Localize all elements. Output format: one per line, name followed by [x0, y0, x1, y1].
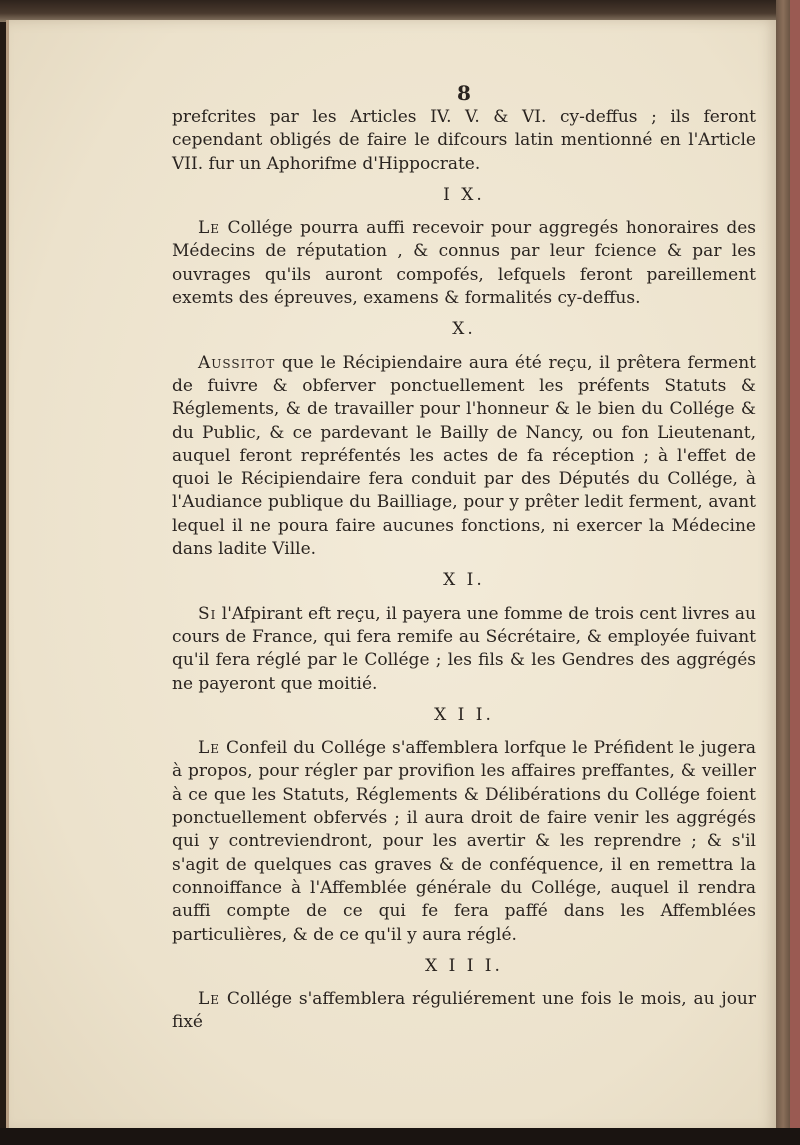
- paragraph-text: Collége s'affemblera réguliérement une fois le mois, au jour fixé: [172, 989, 756, 1033]
- article-heading: X I.: [443, 570, 485, 591]
- paragraph: [172, 988, 756, 1035]
- paragraph-text: prefcrites par les Articles IV. V. & VI. cy-deffus ; ils feront cependant obligés de faire le difcours latin mentionné en l'Article VII. fur un Aphorifme d'Hippocrate.: [172, 107, 756, 174]
- text-blocks: [172, 106, 756, 1035]
- paragraph: [172, 352, 756, 562]
- article-heading: X I I.: [434, 704, 494, 725]
- book-bottom-edge: [0, 1128, 800, 1145]
- article-heading: X I I I.: [425, 955, 503, 976]
- article-heading: I X.: [443, 184, 485, 205]
- paragraph-text: Confeil du Collége s'affemblera lorfque le Préfident le jugera à propos, pour régler par provifion les affaires preffantes, & veiller à ce que les Statuts, Réglements & Délibérations du Collége foient ponctuellement obfervés ; il aura droit de faire venir les aggrégés qui y contreviendront, pour les avertir & les reprendre ; & s'il s'agit de quelques cas graves & de conféquence, il en remettra la connoiffance à l'Affemblée générale du Collége, auquel il rendra auffi compte de ce qui fe fera paffé dans les Affemblées particulières, & de ce qu'il y aura réglé.: [172, 738, 756, 945]
- book-cover-edge: [790, 0, 800, 1145]
- paragraph-text: Collége pourra auffi recevoir pour aggregés honoraires des Médecins de réputation , & connus par leur fcience & par les ouvrages qu'ils auront compofés, lefquels feront pareillement exemts des épreuves, examens & formalités cy-deffus.: [172, 218, 756, 309]
- paragraph-lead-word: Aussitot: [198, 352, 276, 373]
- paragraph-text: que le Récipiendaire aura été reçu, il prêtera ferment de fuivre & obferver ponctuellement les préfents Statuts & Réglements, & de travailler pour l'honneur & le bien du Collége & du Public, & ce pardevant le Bailly de Nancy, ou fon Lieutenant, auquel feront repréfentés les actes de fa réception ; à l'effet de quoi le Récipiendaire fera conduit par des Députés du Collége, à l'Audiance publique du Bailliage, pour y prêter ledit ferment, avant lequel il ne poura faire aucunes fonctions, ni exercer la Médecine dans ladite Ville.: [172, 352, 756, 560]
- paragraph-lead-word: Si: [198, 603, 217, 624]
- article-heading: X.: [452, 319, 476, 340]
- paragraph: [172, 603, 756, 696]
- page-number: 8: [457, 81, 471, 105]
- paragraph-text: l'Afpirant eft reçu, il payera une fomme de trois cent livres au cours de France, qui fera remife au Sécrétaire, & employée fuivant qu'il fera réglé par le Collége ; les fils & les Gendres des aggrégés ne payeront que moitié.: [172, 603, 756, 694]
- book-top-edge: [0, 0, 800, 22]
- paragraph-lead-word: Le: [198, 218, 221, 239]
- paragraph: [172, 737, 756, 947]
- paragraph: [172, 106, 756, 176]
- paragraph-lead-word: Le: [198, 989, 221, 1010]
- paragraph: [172, 217, 756, 310]
- page-text: [172, 82, 756, 1035]
- paragraph-lead-word: Le: [198, 738, 221, 759]
